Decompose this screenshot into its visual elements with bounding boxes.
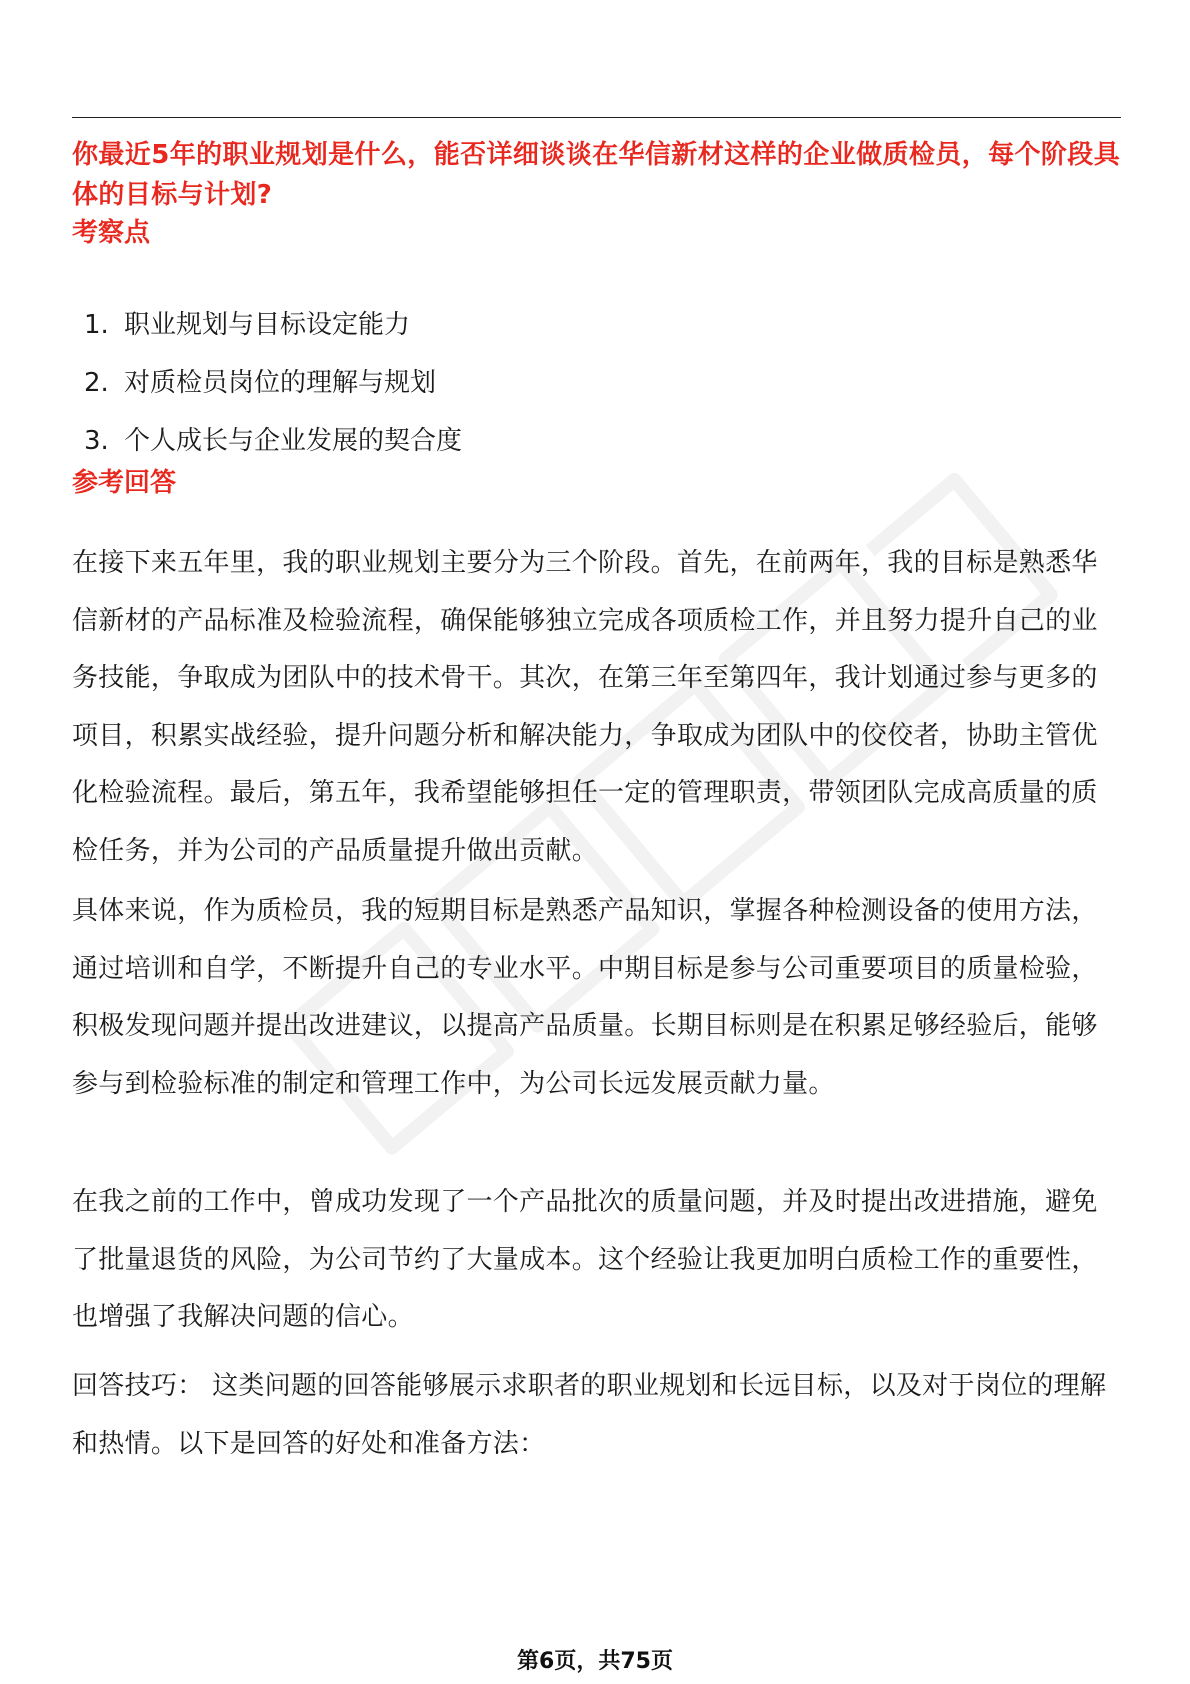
top-divider [72, 117, 1121, 118]
points-list [84, 305, 462, 479]
page-number-footer: 第6页，共75页 [517, 1649, 673, 1674]
points-section-title: 考察点 [72, 218, 151, 248]
answer-section-title: 参考回答 [72, 468, 177, 498]
answer-paragraph-2: 具体来说，作为质检员，我的短期目标是熟悉产品知识，掌握各种检测设备的使用方法，通过培训和自学，不断提升自己的专业水平。中期目标是参与公司重要项目的质量检验，积极发现问题并提出改进建议，以提高产品质量。长期目标则是在积累足够经验后，能够参与到检验标准的制定和管理工作中，为公司长远发展贡献力量。 [72, 896, 1098, 1099]
answer-paragraph-3: 在我之前的工作中，曾成功发现了一个产品批次的质量问题，并及时提出改进措施，避免了批量退货的风险，为公司节约了大量成本。这个经验让我更加明白质检工作的重要性，也增强了我解决问题的信心。 [72, 1187, 1098, 1332]
list-item-text: 对质检员岗位的理解与规划 [124, 368, 437, 398]
answer-paragraph-1: 在接下来五年里，我的职业规划主要分为三个阶段。首先，在前两年，我的目标是熟悉华信新材的产品标准及检验流程，确保能够独立完成各项质检工作，并且努力提升自己的业务技能，争取成为团队中的技术骨干。其次，在第三年至第四年，我计划通过参与更多的项目，积累实战经验，提升问题分析和解决能力，争取成为团队中的佼佼者，协助主管优化检验流程。最后，第五年，我希望能够担任一定的管理职责，带领团队完成高质量的质检任务，并为公司的产品质量提升做出贡献。 [72, 548, 1098, 866]
list-item-text: 职业规划与目标设定能力 [124, 310, 411, 340]
list-item-number: 1. [84, 310, 109, 340]
list-item [84, 305, 462, 363]
list-item-number: 2. [84, 368, 109, 398]
question-heading: 你最近5年的职业规划是什么，能否详细谈谈在华信新材这样的企业做质检员，每个阶段具体的目标与计划? [72, 140, 1121, 210]
list-item-text: 个人成长与企业发展的契合度 [124, 426, 463, 456]
tips-paragraph: 回答技巧： 这类问题的回答能够展示求职者的职业规划和长远目标，以及对于岗位的理解和热情。以下是回答的好处和准备方法： [72, 1371, 1107, 1459]
list-item-number: 3. [84, 426, 109, 456]
list-item [84, 363, 462, 421]
